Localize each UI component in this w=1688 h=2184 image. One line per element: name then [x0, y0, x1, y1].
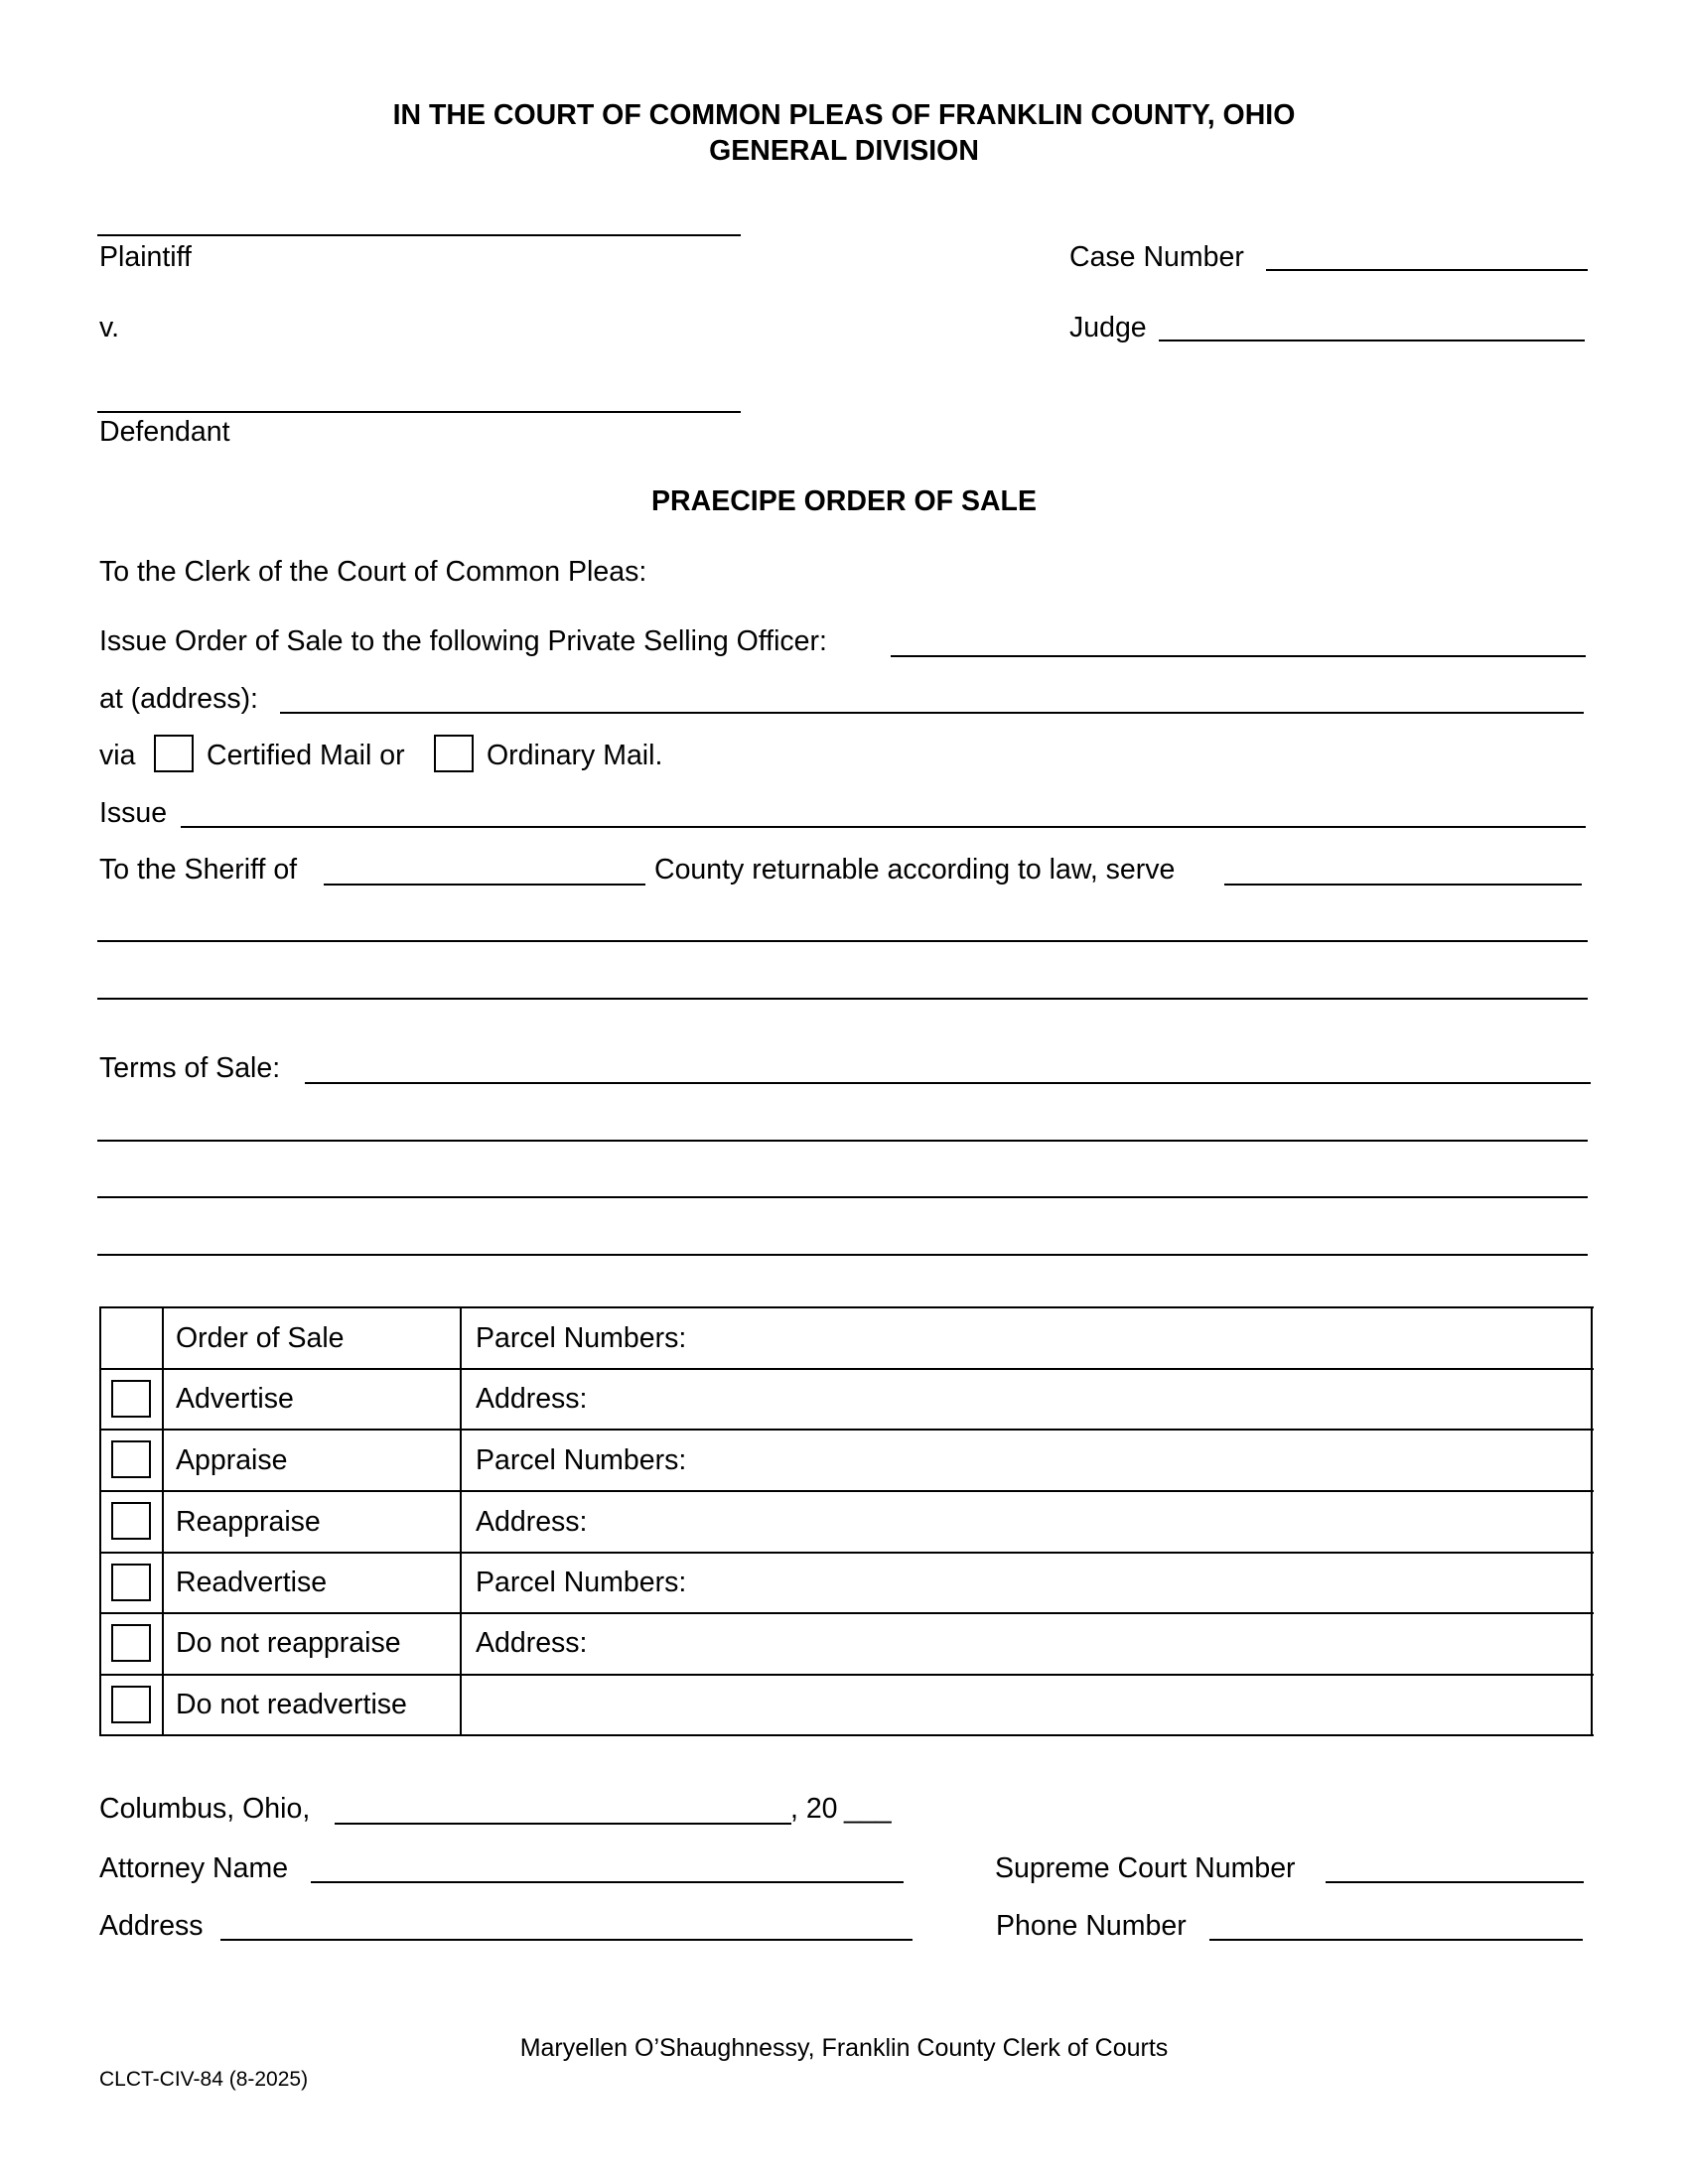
table-row-line — [99, 1612, 1594, 1614]
table-option: Do not reappraise — [176, 1627, 401, 1659]
sheriff-county-field[interactable] — [324, 884, 645, 886]
attorney-name-label: Attorney Name — [99, 1852, 289, 1884]
address-label: at (address): — [99, 683, 258, 715]
table-border-left — [99, 1306, 101, 1735]
issue-field[interactable] — [181, 826, 1586, 828]
attorney-address-field[interactable] — [220, 1939, 913, 1941]
table-divider-1 — [162, 1306, 164, 1735]
table-row-line — [99, 1429, 1594, 1431]
table-field-label: Parcel Numbers: — [476, 1567, 687, 1598]
plaintiff-label: Plaintiff — [99, 241, 192, 273]
court-heading: IN THE COURT OF COMMON PLEAS OF FRANKLIN COUNTY, OHIO — [392, 99, 1296, 131]
year-field[interactable]: ___ — [844, 1793, 892, 1825]
table-field-label: Parcel Numbers: — [476, 1444, 687, 1476]
table-header-parcel-numbers: Parcel Numbers: — [476, 1322, 687, 1354]
table-border-top — [99, 1306, 1594, 1308]
table-row-line — [99, 1490, 1594, 1492]
salutation: To the Clerk of the Court of Common Pleas: — [99, 556, 647, 588]
case-number-field[interactable] — [1266, 269, 1588, 271]
form-id: CLCT-CIV-84 (8-2025) — [99, 2068, 309, 2091]
case-number-label: Case Number — [1069, 241, 1244, 273]
defendant-label: Defendant — [99, 416, 230, 448]
year-prefix: , 20 — [790, 1793, 838, 1825]
phone-number-label: Phone Number — [996, 1910, 1187, 1942]
county-returnable-label: County returnable according to law, serve — [654, 854, 1176, 886]
table-field-label: Address: — [476, 1506, 588, 1538]
clerk-footer: Maryellen O’Shaughnessy, Franklin County Clerk of Courts — [519, 2034, 1169, 2062]
terms-line-4[interactable] — [97, 1254, 1588, 1256]
advertise-checkbox[interactable] — [111, 1380, 151, 1418]
judge-label: Judge — [1069, 312, 1147, 343]
terms-line-2[interactable] — [97, 1140, 1588, 1142]
ordinary-mail-checkbox[interactable] — [434, 735, 474, 772]
table-option: Reappraise — [176, 1506, 321, 1538]
table-option: Appraise — [176, 1444, 288, 1476]
serve-line-3[interactable] — [97, 998, 1588, 1000]
versus-label: v. — [99, 312, 120, 343]
terms-field[interactable] — [305, 1082, 1591, 1084]
appraise-checkbox[interactable] — [111, 1440, 151, 1478]
table-option: Do not readvertise — [176, 1689, 407, 1720]
do-not-reappraise-checkbox[interactable] — [111, 1624, 151, 1662]
sheriff-label: To the Sheriff of — [99, 854, 298, 886]
date-field[interactable] — [335, 1823, 791, 1825]
do-not-readvertise-checkbox[interactable] — [111, 1686, 151, 1723]
readvertise-checkbox[interactable] — [111, 1564, 151, 1601]
city-label: Columbus, Ohio, — [99, 1793, 311, 1825]
officer-label: Issue Order of Sale to the following Private Selling Officer: — [99, 625, 827, 657]
attorney-address-label: Address — [99, 1910, 204, 1942]
table-row-line — [99, 1368, 1594, 1370]
ordinary-mail-label: Ordinary Mail. — [487, 740, 663, 771]
plaintiff-field[interactable] — [97, 234, 741, 236]
defendant-field[interactable] — [97, 411, 741, 413]
issue-label: Issue — [99, 797, 168, 829]
table-row-line — [99, 1674, 1594, 1676]
table-border-right — [1591, 1306, 1593, 1735]
table-border-bottom — [99, 1734, 1594, 1736]
attorney-name-field[interactable] — [311, 1881, 904, 1883]
selling-officer-field[interactable] — [891, 655, 1586, 657]
via-label: via — [99, 740, 136, 771]
table-field-label: Address: — [476, 1627, 588, 1659]
certified-mail-label: Certified Mail or — [207, 740, 405, 771]
judge-field[interactable] — [1159, 340, 1585, 341]
supreme-court-number-label: Supreme Court Number — [995, 1852, 1296, 1884]
certified-mail-checkbox[interactable] — [154, 735, 194, 772]
reappraise-checkbox[interactable] — [111, 1502, 151, 1540]
serve-line-2[interactable] — [97, 940, 1588, 942]
table-header-order-of-sale: Order of Sale — [176, 1322, 345, 1354]
table-option: Readvertise — [176, 1567, 328, 1598]
table-option: Advertise — [176, 1383, 294, 1415]
terms-line-3[interactable] — [97, 1196, 1588, 1198]
officer-address-field[interactable] — [280, 712, 1584, 714]
serve-field[interactable] — [1224, 884, 1582, 886]
table-divider-2 — [460, 1306, 462, 1735]
phone-number-field[interactable] — [1209, 1939, 1583, 1941]
supreme-court-number-field[interactable] — [1326, 1881, 1584, 1883]
terms-label: Terms of Sale: — [99, 1052, 281, 1084]
form-title: PRAECIPE ORDER OF SALE — [651, 485, 1037, 517]
division-heading: GENERAL DIVISION — [709, 135, 979, 167]
table-field-label: Address: — [476, 1383, 588, 1415]
table-row-line — [99, 1552, 1594, 1554]
